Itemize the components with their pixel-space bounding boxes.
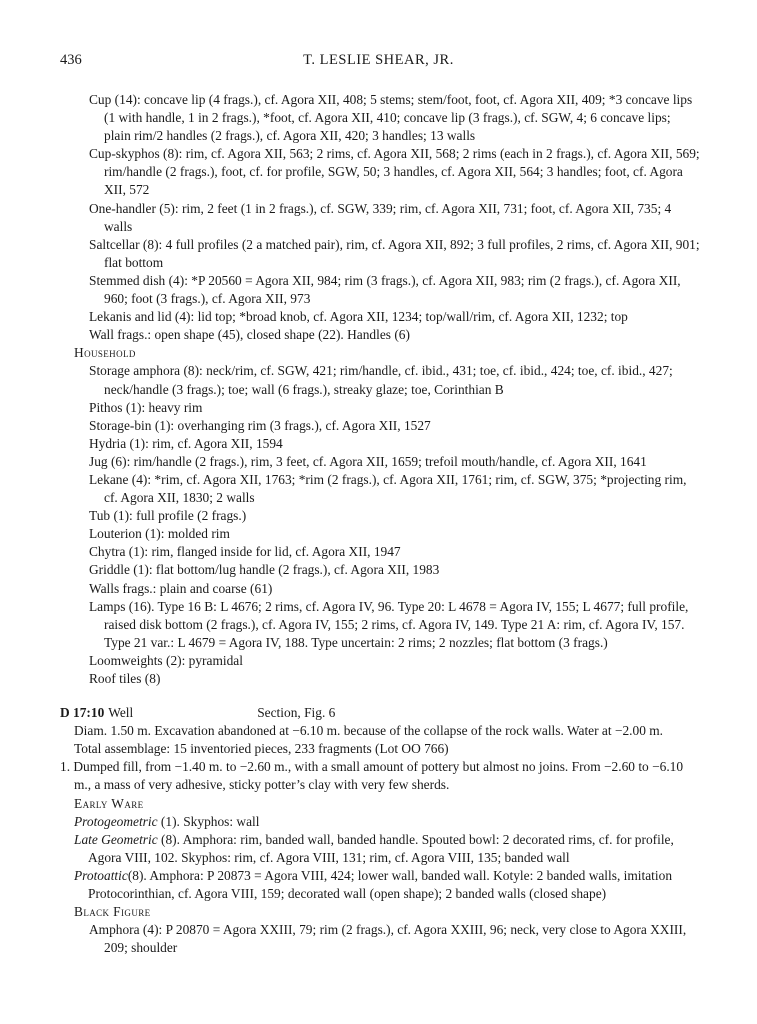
entry-louterion: Louterion (1): molded rim xyxy=(89,526,230,542)
black-figure-heading: Black Figure xyxy=(74,904,151,920)
entry-protoattic xyxy=(60,867,700,903)
entry-lekanis: Lekanis and lid (4): lid top; *broad knob, cf. Agora XII, 1234; top/wall/rim, cf. Agora XII, 1232; top xyxy=(89,309,628,325)
section-entries xyxy=(60,91,700,344)
deposit-id: D 17:10 xyxy=(60,705,105,721)
deposit-fill: 1. Dumped fill, from −1.40 m. to −2.60 m., with a small amount of pottery but almost no joins. From −2.60 to −6.10 m., a mass of very adhesive, sticky potter’s clay with very few sherds. xyxy=(60,759,684,793)
entry-late-geometric xyxy=(60,831,700,867)
protoattic-text: (8). Amphora: P 20873 = Agora VIII, 424; lower wall, banded wall. Kotyle: 2 banded walls, imitation Protocorinthian, cf. Agora VIII, 159; decorated wall (open shape); 2 banded walls (closed shape) xyxy=(88,867,673,902)
entry-cup-skyphos: Cup-skyphos (8): rim, cf. Agora XII, 563; 2 rims, cf. Agora XII, 568; 2 rims (each in 2 frags.), cf. Agora XII, 569; rim/handle (2 frags.), foot, cf. for profile, SGW, 50; 3 handles, cf. Agora XII, 564; 3 handles; foot, cf. Agora XII, 572 xyxy=(89,146,700,198)
entry-protogeometric xyxy=(60,813,700,831)
entry-loomweights: Loomweights (2): pyramidal xyxy=(89,652,243,668)
entry-lekane: Lekane (4): *rim, cf. Agora XII, 1763; *rim (2 frags.), cf. Agora XII, 1761; rim, cf. SGW, 375; *projecting rim, cf. Agora XII, 1830; 2 walls xyxy=(89,471,687,506)
entry-hydria: Hydria (1): rim, cf. Agora XII, 1594 xyxy=(89,435,283,451)
entry-tub: Tub (1): full profile (2 frags.) xyxy=(89,508,247,524)
entry-storage-amphora: Storage amphora (8): neck/rim, cf. SGW, 421; rim/handle, cf. ibid., 431; toe, cf. ibid., 424; toe, cf. ibid., 427; neck/handle (3 frags.); toe; wall (6 frags.), streaky glaze; toe, Corinthian B xyxy=(89,363,673,397)
entry-pithos: Pithos (1): heavy rim xyxy=(89,399,203,415)
running-head: T. LESLIE SHEAR, JR. xyxy=(303,52,454,68)
entry-walls-frags: Walls frags.: plain and coarse (61) xyxy=(89,580,273,596)
entry-stemmed-dish: Stemmed dish (4): *P 20560 = Agora XII, 984; rim (3 frags.), cf. Agora XII, 983; rim (2 frags.), cf. Agora XII, 960; foot (3 frags.), cf. Agora XII, 973 xyxy=(89,272,681,307)
protogeometric-label: Protogeometric xyxy=(74,813,158,829)
page-header xyxy=(0,52,757,72)
entry-bf-amphora: Amphora (4): P 20870 = Agora XXIII, 79; rim (2 frags.), cf. Agora XXIII, 96; neck, very close to Agora XXIII, 209; shoulder xyxy=(89,922,687,956)
household-heading: Household xyxy=(74,345,136,361)
late-geometric-label: Late Geometric xyxy=(74,831,158,847)
entry-one-handler: One-handler (5): rim, 2 feet (1 in 2 frags.), cf. SGW, 339; rim, cf. Agora XII, 731; foot, cf. Agora XII, 735; 4 walls xyxy=(89,200,672,234)
entry-roof-tiles: Roof tiles (8) xyxy=(89,671,161,686)
early-ware-heading: Early Ware xyxy=(74,795,144,811)
entry-lamps: Lamps (16). Type 16 B: L 4676; 2 rims, cf. Agora IV, 96. Type 20: L 4678 = Agora IV, 155; L 4677; full profile, raised disk bottom (2 frags.), cf. Agora IV, 155; 2 rims, cf. Agora IV, 149. Type 21 A: rim, cf. Agora IV, 157. Type 21 var.: L 4679 = Agora IV, 188. Type uncertain: 2 rims; 2 nozzles; flat bottom (3 frags.) xyxy=(89,598,689,650)
deposit-type: Well xyxy=(108,705,134,721)
page-number: 436 xyxy=(60,52,82,68)
protoattic-label: Protoattic xyxy=(74,867,128,883)
deposit-section-ref: Section, Fig. 6 xyxy=(257,705,336,721)
entry-jug: Jug (6): rim/handle (2 frags.), rim, 3 feet, cf. Agora XII, 1659; trefoil mouth/handle, cf. Agora XII, 1641 xyxy=(89,453,647,469)
entry-cup: Cup (14): concave lip (4 frags.), cf. Agora XII, 408; 5 stems; stem/foot, foot, cf. Agora XII, 409; *3 concave lips (1 with handle, 1 in 2 frags.), *foot, cf. Agora XII, 410; concave lip (3 frags.), cf. SGW, 4; 6 concave lips; plain rim/2 handles (2 frags.), cf. Agora XII, 420; 3 handles; 13 walls xyxy=(89,92,693,144)
late-geometric-text: (8). Amphora: rim, banded wall, banded handle. Spouted bowl: 2 decorated rims, cf. for profile, Agora VIII, 102. Skyphos: rim, cf. Agora VIII, 131; rim, cf. Agora VIII, 135; banded wall xyxy=(88,831,674,865)
deposit-description: Diam. 1.50 m. Excavation abandoned at −6.10 m. because of the collapse of the rock walls. Water at −2.00 m. xyxy=(74,723,664,739)
deposit-assemblage: Total assemblage: 15 inventoried pieces, 233 fragments (Lot OO 766) xyxy=(74,741,449,757)
protogeometric-text: (1). Skyphos: wall xyxy=(160,813,260,829)
entry-storage-bin: Storage-bin (1): overhanging rim (3 frags.), cf. Agora XII, 1527 xyxy=(89,417,431,433)
entry-chytra: Chytra (1): rim, flanged inside for lid, cf. Agora XII, 1947 xyxy=(89,544,401,560)
household-entries xyxy=(60,362,700,688)
entry-wall-frags: Wall frags.: open shape (45), closed shape (22). Handles (6) xyxy=(89,327,410,343)
entry-saltcellar: Saltcellar (8): 4 full profiles (2 a matched pair), rim, cf. Agora XII, 892; 3 full profiles, 2 rims, cf. Agora XII, 901; flat bottom xyxy=(89,236,700,270)
section-gap xyxy=(60,688,700,704)
page-body xyxy=(60,91,700,957)
entry-griddle: Griddle (1): flat bottom/lug handle (2 frags.), cf. Agora XII, 1983 xyxy=(89,562,440,578)
deposit-heading xyxy=(60,704,700,722)
